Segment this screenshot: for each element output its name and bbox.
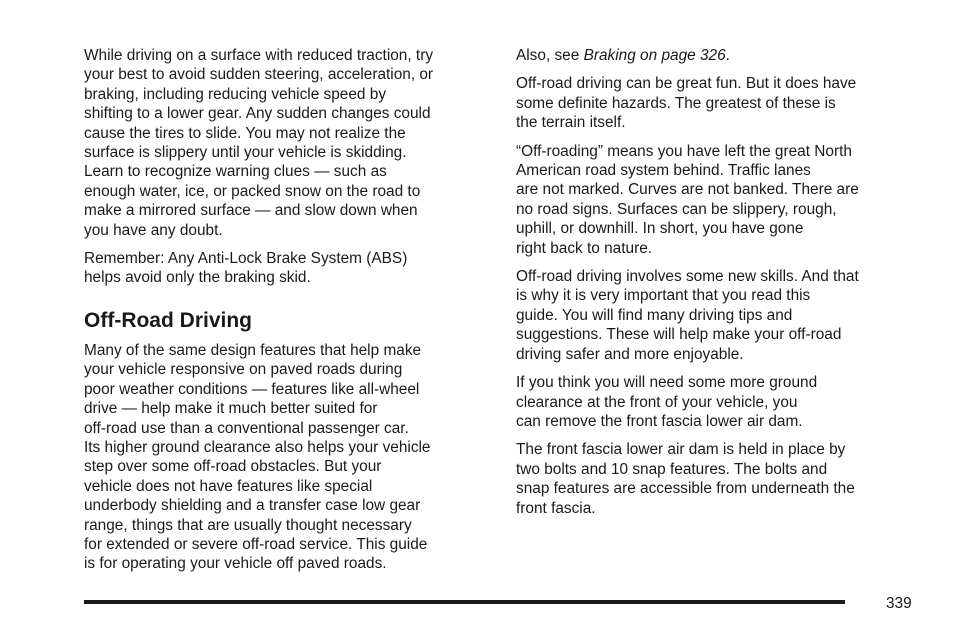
text-line: surface is slippery until your vehicle is skidding. [84,144,407,162]
abs-paragraph [84,249,494,288]
traction-paragraph [84,46,494,240]
text-line: driving safer and more enjoyable. [516,345,744,363]
text-line: cause the tires to slide. You may not realize the [84,124,406,142]
text-line: you have any doubt. [84,221,223,239]
text-line: enough water, ice, or packed snow on the road to [84,182,421,200]
section-heading: Off-Road Driving [84,308,252,332]
text-line: some definite hazards. The greatest of these is [516,94,836,112]
text-line: underbody shielding and a transfer case low gear [84,497,421,515]
text-line: are not marked. Curves are not banked. There are [516,181,859,199]
left-column [84,46,494,583]
new-skills-paragraph [516,267,920,364]
text-line: Off-road driving can be great fun. But it does have [516,75,857,93]
text-line: off-road use than a conventional passenger car. [84,419,409,437]
design-features-paragraph [84,341,494,574]
text-line: range, things that are usually thought necessary [84,516,412,534]
also-see-suffix: . [725,47,730,64]
also-see-prefix: Also, see [516,47,584,64]
braking-page-reference: Braking on page 326 [583,47,726,64]
text-line: shifting to a lower gear. Any sudden changes could [84,105,431,123]
text-line: poor weather conditions — features like all-wheel [84,380,420,398]
also-see-paragraph [516,46,920,65]
text-line: two bolts and 10 snap features. The bolts and [516,460,828,478]
text-line: is why it is very important that you read this [516,287,811,305]
text-line: If you think you will need some more ground [516,374,818,392]
text-line: uphill, or downhill. In short, you have gone [516,220,804,238]
text-line: snap features are accessible from underneath the [516,480,855,498]
text-line: braking, including reducing vehicle speed by [84,85,387,103]
text-line: helps avoid only the braking skid. [84,269,311,287]
text-line: American road system behind. Traffic lanes [516,162,811,180]
text-line: clearance at the front of your vehicle, you [516,393,798,411]
text-line: can remove the front fascia lower air dam. [516,412,803,430]
text-line: is for operating your vehicle off paved roads. [84,555,387,573]
ground-clearance-paragraph [516,373,920,431]
text-line: the terrain itself. [516,114,626,132]
air-dam-paragraph [516,440,920,518]
text-line: front fascia. [516,499,596,517]
text-line: Many of the same design features that help make [84,341,422,359]
text-line: make a mirrored surface — and slow down when [84,202,418,220]
text-line: vehicle does not have features like special [84,477,373,495]
text-line: step over some off-road obstacles. But your [84,458,382,476]
fun-hazards-paragraph [516,74,920,132]
text-line: “Off-roading” means you have left the great North [516,142,852,160]
text-line: guide. You will find many driving tips and [516,306,793,324]
text-line: Learn to recognize warning clues — such as [84,163,387,181]
text-line: Its higher ground clearance also helps your vehicle [84,438,431,456]
text-line: Off-road driving involves some new skills. And that [516,268,859,286]
footer-rule [84,600,845,604]
text-line: The front fascia lower air dam is held in place by [516,441,846,459]
text-line: for extended or severe off-road service. This guide [84,535,428,553]
text-line: drive — help make it much better suited for [84,400,378,418]
text-line: right back to nature. [516,239,653,257]
text-line: While driving on a surface with reduced traction, try [84,47,434,64]
text-line: your vehicle responsive on paved roads during [84,361,403,379]
text-line: no road signs. Surfaces can be slippery, rough, [516,200,837,218]
text-line: your best to avoid sudden steering, acceleration, or [84,66,434,84]
right-column [516,46,920,527]
text-line: suggestions. These will help make your off-road [516,326,842,344]
page-number: 339 [886,595,912,612]
text-line: Remember: Any Anti-Lock Brake System (ABS) [84,250,408,268]
text-line [516,46,920,65]
off-roading-paragraph [516,142,920,258]
